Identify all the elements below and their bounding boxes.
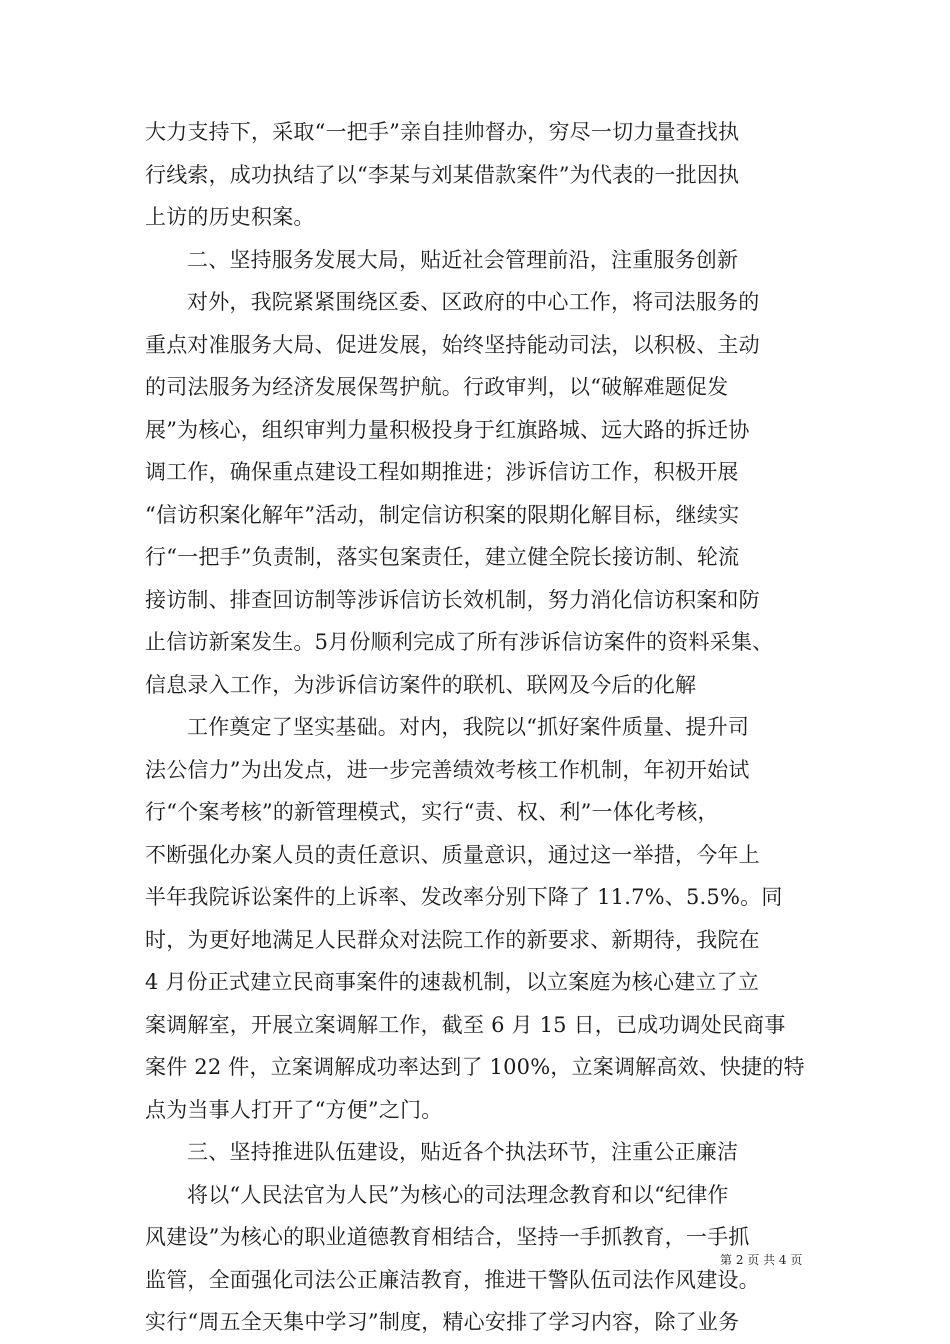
text-line: 将以“人民法官为人民”为核心的司法理念教育和以“纪律作: [187, 1182, 729, 1207]
text-line: 调工作，确保重点建设工程如期推进；涉诉信访工作，积极开展: [145, 460, 739, 484]
text-line: 工作奠定了坚实基础。对内，我院以“抓好案件质量、提升司: [187, 715, 750, 739]
text-line: 行线索，成功执结了以“李某与刘某借款案件”为代表的一批因执: [145, 162, 740, 187]
text-line: 不断强化办案人员的责任意识、质量意识，通过这一举措，今年上: [145, 842, 760, 867]
text-line: 上访的历史积案。: [145, 205, 315, 229]
text-line: 信息录入工作，为涉诉信访案件的联机、联网及今后的化解: [145, 672, 697, 697]
text-line: 案件 22 件，立案调解成功率达到了 100%，立案调解高效、快捷的特: [145, 1055, 805, 1079]
text-line: 半年我院诉讼案件的上诉率、发改率分别下降了 11.7%、5.5%。同: [145, 885, 783, 909]
section-heading: 三、坚持推进队伍建设，贴近各个执法环节，注重公正廉洁: [187, 1140, 739, 1164]
text-line: “信访积案化解年”活动，制定信访积案的限期化解目标，继续实: [145, 502, 740, 527]
text-line: 行“一把手”负责制，落实包案责任，建立健全院长接访制、轮流: [145, 545, 740, 569]
text-line: 对外，我院紧紧围绕区委、区政府的中心工作，将司法服务的: [187, 290, 760, 314]
text-line: 止信访新案发生。5月份顺利完成了所有涉诉信访案件的资料采集、: [145, 630, 774, 654]
text-line: 展”为核心，组织审判力量积极投身于红旗路城、远大路的拆迁协: [145, 417, 750, 442]
text-line: 4 月份正式建立民商事案件的速裁机制，以立案庭为核心建立了立: [145, 970, 760, 994]
text-line: 行“个案考核”的新管理模式，实行“责、权、利”一体化考核，: [145, 800, 719, 824]
text-line: 点为当事人打开了“方便”之门。: [145, 1097, 443, 1122]
text-line: 重点对准服务大局、促进发展，始终坚持能动司法，以积极、主动: [145, 332, 760, 357]
section-heading: 二、坚持服务发展大局，贴近社会管理前沿，注重服务创新: [187, 247, 739, 272]
page-number: 第 2 页 共 4 页: [720, 1253, 803, 1267]
document-body: [145, 111, 810, 1344]
text-line: 监管，全面强化司法公正廉洁教育，推进干警队伍司法作风建设。: [145, 1267, 760, 1292]
text-line: 法公信力”为出发点，进一步完善绩效考核工作机制，年初开始试: [145, 757, 750, 782]
text-line: 大力支持下，采取“一把手”亲自挂帅督办，穷尽一切力量查找执: [145, 120, 740, 144]
text-line: 时，为更好地满足人民群众对法院工作的新要求、新期待，我院在: [145, 927, 760, 952]
text-line: 的司法服务为经济发展保驾护航。行政审判，以“破解难题促发: [145, 375, 729, 399]
text-line: 接访制、排查回访制等涉诉信访长效机制，努力消化信访积案和防: [145, 587, 760, 612]
text-line: 风建设”为核心的职业道德教育相结合，坚持一手抓教育，一手抓: [145, 1225, 750, 1249]
text-line: 案调解室，开展立案调解工作，截至 6 月 15 日，已成功调处民商事: [145, 1012, 786, 1037]
text-line: 实行“周五全天集中学习”制度，精心安排了学习内容，除了业务: [145, 1310, 740, 1334]
